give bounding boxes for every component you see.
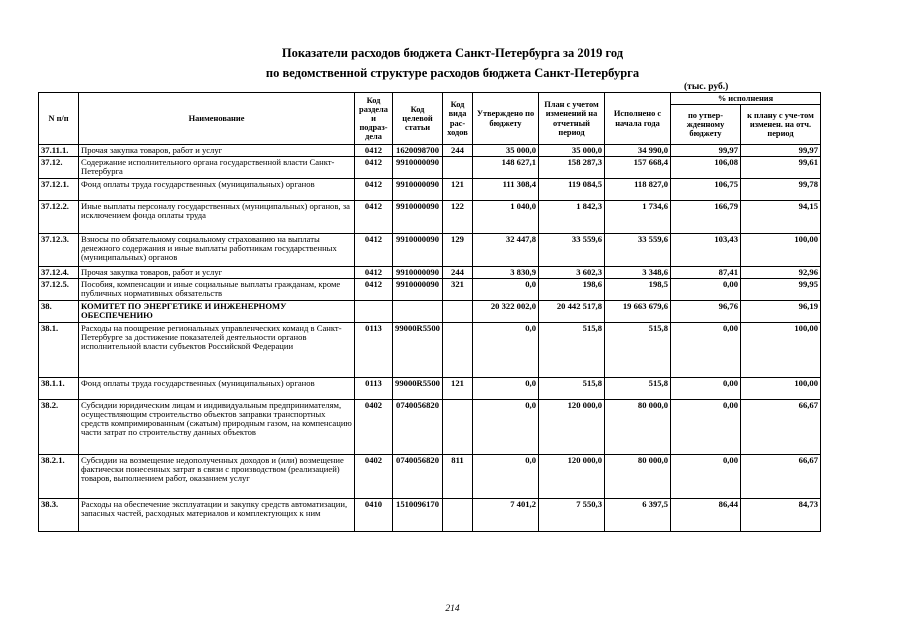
header-percent-group: % исполнения [671, 93, 821, 105]
header-pct-plan: к плану с уче-том изменен. на отч. период [741, 105, 821, 145]
row-name: Содержание исполнительного органа государственной власти Санкт-Петербурга [79, 157, 355, 179]
row-pct-plan: 84,73 [741, 499, 821, 532]
row-pct-plan: 96,19 [741, 301, 821, 323]
row-pct-plan: 92,96 [741, 267, 821, 279]
row-num: 37.12.5. [39, 279, 79, 301]
document-title: Показатели расходов бюджета Санкт-Петербурга за 2019 год [281, 46, 624, 60]
row-plan: 3 602,3 [539, 267, 605, 279]
row-name: Расходы на обеспечение эксплуатации и закупку средств автоматизации, запасных частей, расходных материалов и комплектующих к ним [79, 499, 355, 532]
table-row [39, 279, 821, 301]
units-label: (тыс. руб.) [684, 82, 729, 92]
row-name: Фонд оплаты труда государственных (муниципальных) органов [79, 179, 355, 201]
row-section-code: 0412 [355, 157, 393, 179]
row-type-code: 244 [443, 267, 473, 279]
row-plan: 198,6 [539, 279, 605, 301]
row-pct-plan: 99,97 [741, 145, 821, 157]
row-num: 38.1.1. [39, 378, 79, 400]
row-executed: 515,8 [605, 378, 671, 400]
row-section-code: 0412 [355, 145, 393, 157]
row-executed: 6 397,5 [605, 499, 671, 532]
row-approved: 35 000,0 [473, 145, 539, 157]
row-pct-plan: 66,67 [741, 400, 821, 455]
row-section-code: 0412 [355, 179, 393, 201]
row-type-code [443, 301, 473, 323]
row-num: 38.2.1. [39, 455, 79, 499]
page-number: 214 [445, 604, 460, 614]
table-row [39, 179, 821, 201]
row-executed: 19 663 679,6 [605, 301, 671, 323]
row-type-code: 129 [443, 234, 473, 267]
row-section-code: 0412 [355, 234, 393, 267]
row-pct-plan: 94,15 [741, 201, 821, 234]
row-pct-approved: 99,97 [671, 145, 741, 157]
row-pct-approved: 96,76 [671, 301, 741, 323]
row-approved: 111 308,4 [473, 179, 539, 201]
row-type-code: 321 [443, 279, 473, 301]
row-executed: 3 348,6 [605, 267, 671, 279]
table-row [39, 499, 821, 532]
row-pct-approved: 166,79 [671, 201, 741, 234]
row-name: Субсидии на возмещение недополученных доходов и (или) возмещение фактически понесенных затрат в связи с производством (реализацией) товаров, выполнением работ, оказанием услуг [79, 455, 355, 499]
table-row [39, 323, 821, 378]
row-num: 37.12. [39, 157, 79, 179]
row-name: Прочая закупка товаров, работ и услуг [79, 267, 355, 279]
row-section-code: 0412 [355, 267, 393, 279]
row-num: 37.12.4. [39, 267, 79, 279]
row-pct-approved: 0,00 [671, 323, 741, 378]
row-type-code: 244 [443, 145, 473, 157]
header-num: N п/п [39, 93, 79, 145]
table-row [39, 400, 821, 455]
row-plan: 120 000,0 [539, 400, 605, 455]
row-name: Фонд оплаты труда государственных (муниципальных) органов [79, 378, 355, 400]
row-section-code: 0412 [355, 279, 393, 301]
row-executed: 515,8 [605, 323, 671, 378]
row-name: Пособия, компенсации и иные социальные выплаты гражданам, кроме публичных нормативных обязательств [79, 279, 355, 301]
row-section-code: 0402 [355, 455, 393, 499]
row-num: 37.12.1. [39, 179, 79, 201]
row-type-code [443, 157, 473, 179]
row-pct-plan: 100,00 [741, 378, 821, 400]
row-pct-plan: 99,61 [741, 157, 821, 179]
row-plan: 119 084,5 [539, 179, 605, 201]
row-target-code: 99000R5500 [393, 323, 443, 378]
row-section-code: 0410 [355, 499, 393, 532]
row-name: Субсидии юридическим лицам и индивидуальным предпринимателям, осуществляющим строительство объектов заправки транспортных средств компримированным (сжатым) природным газом, на компенсацию части затрат по строительству данных объектов [79, 400, 355, 455]
table-row [39, 157, 821, 179]
table-row [39, 455, 821, 499]
header-plan: План с учетом изменений на отчетный период [539, 93, 605, 145]
row-target-code: 9910000090 [393, 179, 443, 201]
row-plan: 158 287,3 [539, 157, 605, 179]
row-pct-approved: 106,75 [671, 179, 741, 201]
row-section-code: 0113 [355, 323, 393, 378]
table-row [39, 301, 821, 323]
row-plan: 35 000,0 [539, 145, 605, 157]
row-name: Взносы по обязательному социальному страхованию на выплаты денежного содержания и иные выплаты работникам государственных (муниципальных) органов [79, 234, 355, 267]
table-row [39, 234, 821, 267]
row-approved: 148 627,1 [473, 157, 539, 179]
expense-table [38, 92, 821, 532]
row-pct-plan: 66,67 [741, 455, 821, 499]
row-type-code: 811 [443, 455, 473, 499]
row-plan: 7 550,3 [539, 499, 605, 532]
row-plan: 515,8 [539, 323, 605, 378]
row-target-code: 9910000090 [393, 279, 443, 301]
row-pct-approved: 0,00 [671, 455, 741, 499]
row-executed: 157 668,4 [605, 157, 671, 179]
row-type-code [443, 323, 473, 378]
row-executed: 80 000,0 [605, 455, 671, 499]
row-executed: 1 734,6 [605, 201, 671, 234]
row-num: 38. [39, 301, 79, 323]
row-approved: 0,0 [473, 323, 539, 378]
row-section-code: 0113 [355, 378, 393, 400]
row-num: 37.12.3. [39, 234, 79, 267]
row-approved: 0,0 [473, 279, 539, 301]
header-type: Код вида рас-ходов [443, 93, 473, 145]
header-executed: Исполнено с начала года [605, 93, 671, 145]
table-body [39, 145, 821, 532]
row-plan: 515,8 [539, 378, 605, 400]
row-pct-approved: 0,00 [671, 400, 741, 455]
row-num: 38.1. [39, 323, 79, 378]
row-approved: 3 830,9 [473, 267, 539, 279]
row-section-code: 0402 [355, 400, 393, 455]
table-row [39, 145, 821, 157]
row-section-code [355, 301, 393, 323]
row-target-code [393, 301, 443, 323]
row-section-code: 0412 [355, 201, 393, 234]
row-target-code: 9910000090 [393, 234, 443, 267]
row-target-code: 9910000090 [393, 201, 443, 234]
row-target-code: 1510096170 [393, 499, 443, 532]
row-pct-plan: 99,78 [741, 179, 821, 201]
row-executed: 118 827,0 [605, 179, 671, 201]
row-approved: 0,0 [473, 378, 539, 400]
row-num: 38.2. [39, 400, 79, 455]
row-target-code: 1620098700 [393, 145, 443, 157]
row-approved: 0,0 [473, 455, 539, 499]
row-executed: 80 000,0 [605, 400, 671, 455]
row-pct-plan: 100,00 [741, 323, 821, 378]
row-num: 38.3. [39, 499, 79, 532]
row-type-code [443, 400, 473, 455]
row-approved: 1 040,0 [473, 201, 539, 234]
row-executed: 34 990,0 [605, 145, 671, 157]
row-pct-approved: 0,00 [671, 279, 741, 301]
table-row [39, 201, 821, 234]
header-approved: Утверждено по бюджету [473, 93, 539, 145]
row-plan: 120 000,0 [539, 455, 605, 499]
row-type-code: 122 [443, 201, 473, 234]
row-pct-approved: 106,08 [671, 157, 741, 179]
row-pct-approved: 87,41 [671, 267, 741, 279]
row-name: Расходы на поощрение региональных управленческих команд в Санкт-Петербурге за достижение показателей деятельности органов исполнительной власти субъектов Российской Федерации [79, 323, 355, 378]
row-name: Прочая закупка товаров, работ и услуг [79, 145, 355, 157]
row-executed: 198,5 [605, 279, 671, 301]
row-type-code [443, 499, 473, 532]
row-plan: 1 842,3 [539, 201, 605, 234]
row-pct-plan: 99,95 [741, 279, 821, 301]
header-name: Наименование [79, 93, 355, 145]
header-section: Код раздела и подраз-дела [355, 93, 393, 145]
row-approved: 7 401,2 [473, 499, 539, 532]
row-pct-plan: 100,00 [741, 234, 821, 267]
table-row [39, 378, 821, 400]
row-num: 37.12.2. [39, 201, 79, 234]
row-target-code: 9910000090 [393, 157, 443, 179]
row-type-code: 121 [443, 179, 473, 201]
row-pct-approved: 103,43 [671, 234, 741, 267]
row-type-code: 121 [443, 378, 473, 400]
row-pct-approved: 0,00 [671, 378, 741, 400]
row-target-code: 0740056820 [393, 400, 443, 455]
row-target-code: 0740056820 [393, 455, 443, 499]
table-row [39, 267, 821, 279]
row-target-code: 9910000090 [393, 267, 443, 279]
row-approved: 32 447,8 [473, 234, 539, 267]
row-num: 37.11.1. [39, 145, 79, 157]
row-approved: 0,0 [473, 400, 539, 455]
row-approved: 20 322 002,0 [473, 301, 539, 323]
document-subtitle: по ведомственной структуре расходов бюджета Санкт-Петербурга [265, 66, 640, 80]
row-plan: 33 559,6 [539, 234, 605, 267]
row-name: КОМИТЕТ ПО ЭНЕРГЕТИКЕ И ИНЖЕНЕРНОМУ ОБЕСПЕЧЕНИЮ [79, 301, 355, 323]
row-target-code: 99000R5500 [393, 378, 443, 400]
header-pct-approved: по утвер-жденному бюджету [671, 105, 741, 145]
row-pct-approved: 86,44 [671, 499, 741, 532]
row-plan: 20 442 517,8 [539, 301, 605, 323]
row-name: Иные выплаты персоналу государственных (муниципальных) органов, за исключением фонда оплаты труда [79, 201, 355, 234]
header-target: Код целевой статьи [393, 93, 443, 145]
row-executed: 33 559,6 [605, 234, 671, 267]
